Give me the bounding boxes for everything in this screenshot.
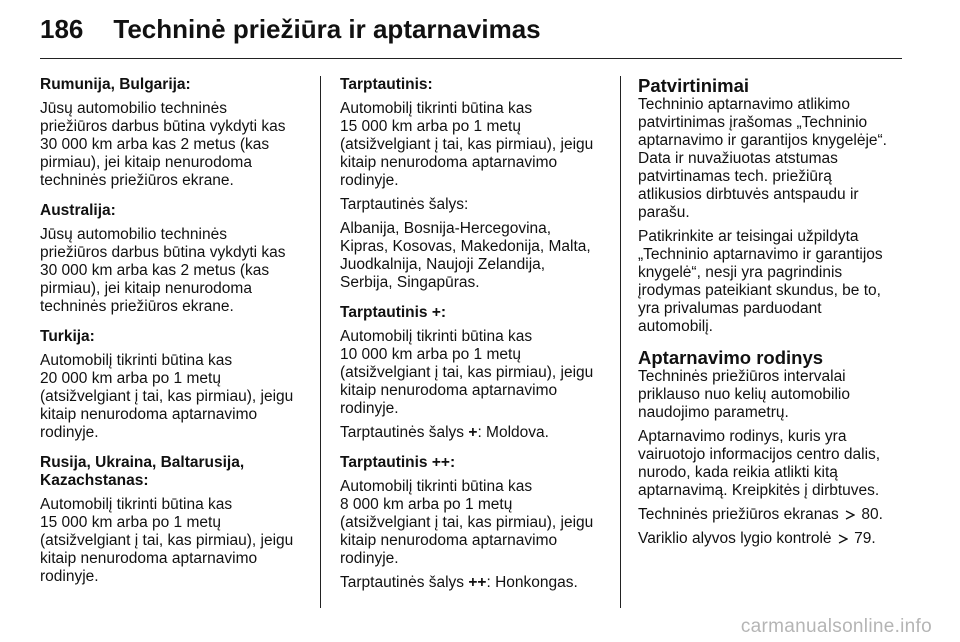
section-romania (40, 76, 312, 190)
reference-page: 79. (849, 530, 876, 547)
section-heading: Patvirtinimai (638, 75, 750, 96)
section-text: Automobilį tikrinti būtina kas 15 000 km arba po 1 metų (atsižvelgiant į tai, kas pirmiau), jeigu kitaip nenurodoma aptarnavimo rodinyje. (40, 496, 294, 585)
countries-prefix: Tarptautinės šalys (340, 424, 469, 441)
section-text: Automobilį tikrinti būtina kas 8 000 km arba po 1 metų (atsižvelgiant į tai, kas pirmiau), jeigu kitaip nenurodoma aptarnavimo rodinyje. (340, 478, 594, 567)
section-service-display (638, 348, 910, 548)
section-heading: Turkija: (40, 328, 95, 345)
section-australia (40, 202, 312, 316)
reference-text: Variklio alyvos lygio kontrolė (638, 530, 836, 547)
countries-label: Tarptautinės šalys: (340, 196, 469, 213)
section-text: Jūsų automobilio techninės priežiūros darbus būtina vykdyti kas 30 000 km arba kas 2 metus (kas pirmiau), jei kitaip nenurodoma techninės priežiūros ekrane. (40, 226, 286, 315)
section-confirmations (638, 76, 910, 336)
section-international-plusplus (340, 454, 614, 592)
section-heading: Rumunija, Bulgarija: (40, 76, 191, 93)
section-international-plus (340, 304, 614, 442)
watermark: carmanualsonline.info (740, 616, 932, 637)
column-1 (40, 76, 312, 598)
section-russia (40, 454, 312, 586)
page-number: 186 (40, 14, 84, 44)
section-text: Aptarnavimo rodinys, kuris yra vairuotojo informacijos centro dalis, nurodo, kada reikia atlikti kitą aptarnavimą. Kreipkitės į dirbtuves. (638, 428, 881, 499)
countries-line (340, 424, 614, 442)
reference-text: Techninės priežiūros ekranas (638, 506, 844, 523)
column-2 (340, 76, 614, 604)
countries-list: Albanija, Bosnija-Hercegovina, Kipras, Kosovas, Makedonija, Malta, Juodkalnija, Naujoji Zelandija, Serbija, Singapūras. (340, 220, 591, 291)
page-header (40, 14, 541, 54)
cross-reference[interactable] (638, 506, 910, 524)
cross-reference[interactable] (638, 530, 910, 548)
section-heading: Tarptautinis +: (340, 304, 447, 321)
plusplus-symbol: ++ (468, 574, 487, 591)
column-divider (620, 76, 621, 608)
plus-symbol: + (468, 424, 478, 441)
countries-suffix: : Moldova. (477, 424, 549, 441)
section-text: Techninio aptarnavimo atlikimo patvirtinimas įrašomas „Techninio aptarnavimo ir garantijos knygelėje“. Data ir nuvažiuotas atstumas patvirtinamas tech. priežiūrą atlikusios dirbtuvės antspaudu ir parašu. (638, 96, 887, 221)
section-heading: Aptarnavimo rodinys (638, 347, 824, 368)
section-text: Automobilį tikrinti būtina kas 20 000 km arba po 1 metų (atsižvelgiant į tai, kas pirmiau), jeigu kitaip nenurodoma aptarnavimo rodinyje. (40, 352, 294, 441)
arrow-reference-icon (845, 510, 855, 520)
section-turkey (40, 328, 312, 442)
column-divider (320, 76, 321, 608)
section-heading: Tarptautinis ++: (340, 454, 456, 471)
section-text: Automobilį tikrinti būtina kas 15 000 km arba po 1 metų (atsižvelgiant į tai, kas pirmiau), jeigu kitaip nenurodoma aptarnavimo rodinyje. (340, 100, 594, 189)
page-title: Techninė priežiūra ir aptarnavimas (113, 14, 541, 44)
section-text: Jūsų automobilio techninės priežiūros darbus būtina vykdyti kas 30 000 km arba kas 2 metus (kas pirmiau), jei kitaip nenurodoma techninės priežiūros ekrane. (40, 100, 286, 189)
header-rule (40, 58, 902, 59)
countries-prefix: Tarptautinės šalys (340, 574, 469, 591)
section-heading: Rusija, Ukraina, Baltarusija, Kazachstanas: (40, 454, 245, 489)
section-text: Automobilį tikrinti būtina kas 10 000 km arba po 1 metų (atsižvelgiant į tai, kas pirmiau), jeigu kitaip nenurodoma aptarnavimo rodinyje. (340, 328, 594, 417)
countries-suffix: : Honkongas. (486, 574, 578, 591)
section-text: Techninės priežiūros intervalai priklauso nuo kelių automobilio naudojimo parametrų. (638, 368, 850, 421)
arrow-reference-icon (838, 534, 848, 544)
column-3 (638, 76, 910, 560)
section-text: Patikrinkite ar teisingai užpildyta „Techninio aptarnavimo ir garantijos knygelė“, nesji yra pagrindinis įrodymas pateikiant skundus, be to, yra privalumas parduodant automobilį. (638, 228, 883, 335)
countries-line (340, 574, 614, 592)
section-heading: Tarptautinis: (340, 76, 433, 93)
section-heading: Australija: (40, 202, 116, 219)
reference-page: 80. (857, 506, 883, 523)
section-international (340, 76, 614, 292)
